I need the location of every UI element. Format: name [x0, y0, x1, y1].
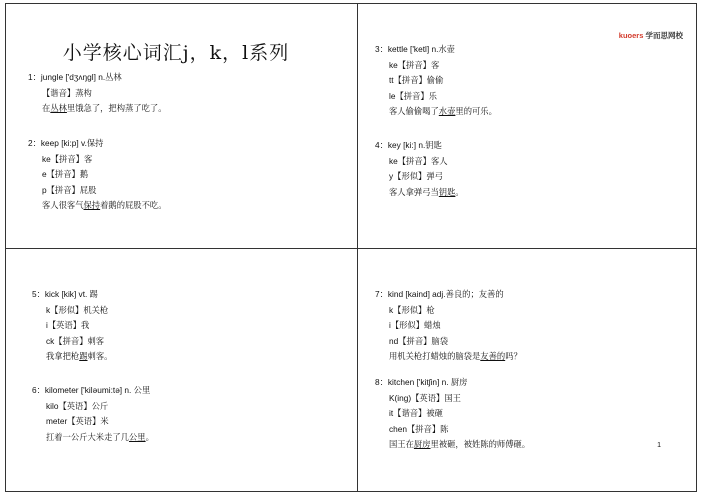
entry-line: nd【拼音】脑袋: [389, 335, 449, 346]
entry-line: i【形似】蜡烛: [389, 320, 441, 330]
entry-line: le【拼音】乐: [389, 90, 437, 101]
entry-sentence: 在丛林里饿急了，把构蒸了吃了。: [42, 103, 167, 113]
slide-1: [6, 4, 346, 244]
underlined-word: 友善的: [480, 351, 506, 361]
entry-sentence: 客人很客气保持着鹅的屁股不吃。: [42, 200, 167, 210]
entry-kick: [32, 287, 112, 365]
entry-keep: [28, 136, 167, 214]
entry-line: ck【拼音】刺客: [46, 335, 105, 346]
entry-sentence: 国王在厨房里被砸，被姓陈的师傅砸。: [389, 439, 531, 449]
entry-line: ke【拼音】客人: [389, 155, 448, 166]
slide-3: [6, 249, 346, 489]
entry-kilometer: [32, 383, 154, 445]
entry-line: 【谐音】蒸构: [42, 87, 92, 98]
entry-head: 5：kick [kik] vt. 踢: [32, 289, 98, 299]
entry-kind: [375, 287, 522, 365]
entry-line: y【形似】弹弓: [389, 171, 443, 181]
slide-2: [353, 4, 693, 244]
entry-sentence: 我拿把枪踢刺客。: [46, 351, 113, 361]
entry-line: kilo【英语】公斤: [46, 400, 109, 411]
entry-head: 8：kitchen ['kitʃin] n. 厨房: [375, 377, 468, 387]
entry-line: tt【拼音】偷偷: [389, 75, 444, 85]
entry-line: k【形似】机关枪: [46, 304, 109, 315]
entry-kitchen: [375, 375, 530, 453]
entry-sentence: 客人偷偷喝了水壶里的可乐。: [389, 106, 497, 116]
entry-sentence: 客人拿弹弓当钥匙。: [389, 186, 464, 197]
entry-line: it【谐音】被砸: [389, 408, 443, 418]
entry-head: 4：key [ki:] n.钥匙: [375, 140, 442, 150]
entry-kettle: [375, 42, 497, 120]
slide-title: 小学核心词汇j，k，l系列: [62, 42, 290, 64]
underlined-word: 公里: [128, 431, 146, 442]
entry-line: k【形似】枪: [389, 304, 435, 315]
entry-line: e【拼音】鹅: [42, 169, 89, 179]
entry-line: ke【拼音】客: [389, 59, 440, 70]
underlined-word: 丛林: [50, 103, 67, 113]
entry-head: 1：jungle ['dʒʌŋgl] n.丛林: [28, 72, 122, 82]
underlined-word: 踢: [79, 351, 88, 361]
underlined-word: 钥匙: [438, 186, 456, 197]
entry-key: [375, 138, 464, 200]
entry-head: 3：kettle ['ketl] n.水壶: [375, 44, 455, 54]
underlined-word: 保持: [83, 200, 101, 210]
entry-head: 7：kind [kaind] adj.善良的；友善的: [375, 289, 504, 299]
slide-4: [353, 249, 693, 489]
underlined-word: 厨房: [413, 439, 431, 449]
entry-line: i【英语】我: [46, 320, 90, 330]
page-number: 1: [657, 442, 661, 449]
entry-line: K(ing)【英语】国王: [389, 392, 461, 403]
brand-logo: kuoers 学而思网校: [618, 31, 683, 40]
entry-line: p【拼音】屁股: [42, 184, 97, 195]
entry-line: meter【英语】米: [46, 416, 109, 426]
entry-head: 6：kilometer ['kiləumi:tə] n. 公里: [32, 385, 151, 395]
underlined-word: 水壶: [438, 106, 456, 116]
entry-jungle: [28, 70, 167, 117]
entry-line: ke【拼音】客: [42, 153, 93, 164]
entry-sentence: 用机关枪打蜡烛的脑袋是友善的吗？: [389, 351, 522, 361]
entry-line: chen【拼音】陈: [389, 423, 449, 434]
entry-head: 2：keep [ki:p] v.保持: [28, 138, 104, 148]
entry-sentence: 扛着一公斤大米走了几公里。: [46, 431, 154, 442]
